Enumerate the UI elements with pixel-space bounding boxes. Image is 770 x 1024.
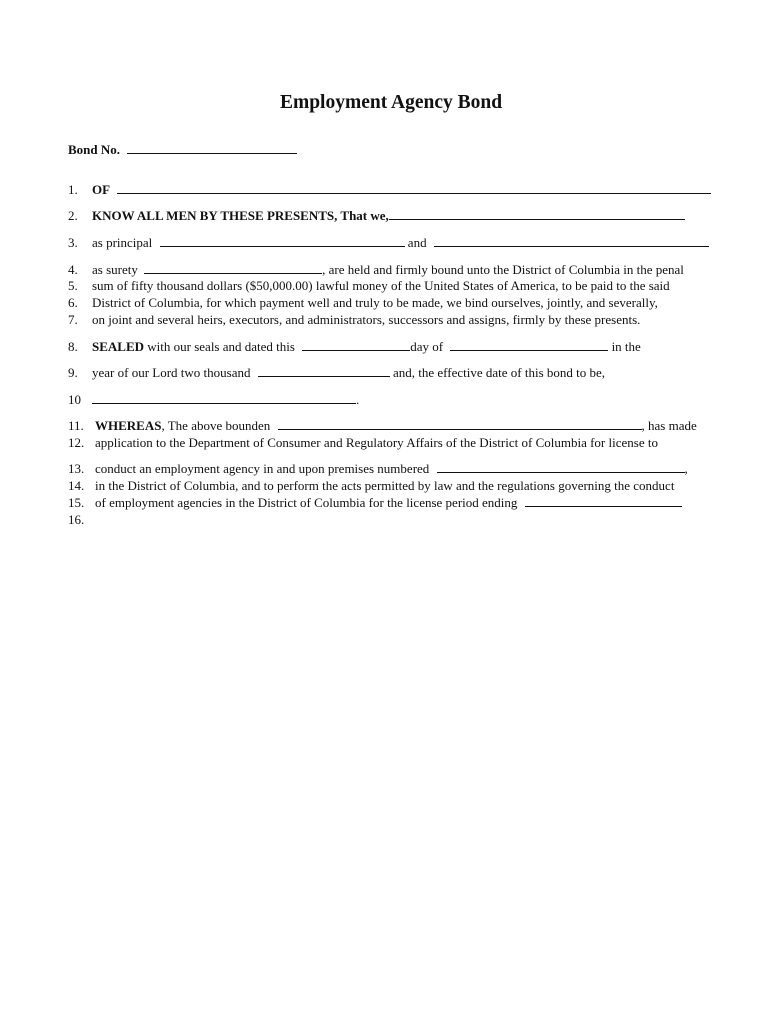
know-all-men-label: KNOW ALL MEN BY THESE PRESENTS, That we, [92, 208, 389, 223]
year-label: year of our Lord two thousand [92, 365, 251, 380]
line-12-text: application to the Department of Consumer and Regulatory Affairs of the District of Columbia for license to [95, 435, 658, 450]
line-10 [68, 392, 714, 407]
line-16 [68, 512, 714, 527]
line-11 [68, 418, 714, 433]
bounden-blank[interactable] [278, 418, 642, 430]
line-10-end: . [356, 392, 360, 407]
line-4-text: , are held and firmly bound unto the District of Columbia in the penal [322, 262, 684, 277]
dated-this-blank[interactable] [302, 339, 410, 351]
has-made-label: , has made [641, 418, 697, 433]
line-number: 12. [68, 435, 85, 450]
effective-date-label: and, the effective date of this bond to be, [393, 365, 606, 380]
surety-label: as surety [92, 262, 138, 277]
in-the-label: in the [611, 339, 641, 354]
line-14 [68, 478, 714, 493]
line-number: 6. [68, 295, 78, 310]
line-number: 3. [68, 235, 78, 250]
line-9 [68, 365, 714, 380]
premises-blank[interactable] [437, 461, 685, 473]
bounden-label: , The above bounden [161, 418, 271, 433]
bond-number-label: Bond No. [68, 142, 121, 157]
and-label: and [407, 235, 427, 250]
of-blank[interactable] [117, 182, 711, 194]
line-13-end: , [684, 461, 688, 476]
line-6-text: District of Columbia, for which payment well and truly to be made, we bind ourselves, jointly, and severally, [92, 295, 658, 310]
document-title: Employment Agency Bond [279, 92, 503, 113]
line-number: 5. [68, 278, 78, 293]
line-number: 13. [68, 461, 85, 476]
principal-label: as principal [92, 235, 153, 250]
line-number: 11. [68, 418, 84, 433]
line-8 [68, 339, 714, 354]
sealed-text: with our seals and dated this [144, 339, 295, 354]
license-period-blank[interactable] [525, 495, 682, 507]
line-15 [68, 495, 714, 510]
line-number: 8. [68, 339, 78, 354]
of-label: OF [92, 182, 111, 197]
surety-blank[interactable] [144, 262, 322, 274]
day-of-label: day of [410, 339, 444, 354]
line-number: 15. [68, 495, 85, 510]
line-number: 9. [68, 365, 78, 380]
line-14-text: in the District of Columbia, and to perform the acts permitted by law and the regulations governing the conduct [95, 478, 675, 493]
line-number: 10 [68, 392, 81, 407]
license-period-label: of employment agencies in the District of Columbia for the license period ending [95, 495, 518, 510]
whereas-label: WHEREAS [95, 418, 162, 433]
year-blank[interactable] [258, 365, 390, 377]
line-number: 16. [68, 512, 85, 527]
bond-number-line [68, 142, 297, 158]
line-number: 1. [68, 182, 78, 197]
line-13 [68, 461, 714, 476]
line-5-text: sum of fifty thousand dollars ($50,000.00) lawful money of the United States of America, to be paid to the said [92, 278, 670, 293]
premises-label: conduct an employment agency in and upon premises numbered [95, 461, 430, 476]
line-2 [68, 208, 714, 223]
line-1 [68, 182, 714, 197]
principal-blank[interactable] [160, 235, 405, 247]
line-3 [68, 235, 714, 250]
day-of-blank[interactable] [450, 339, 608, 351]
line-6 [68, 295, 714, 310]
line-12 [68, 435, 714, 450]
line-5 [68, 278, 714, 293]
parties-blank[interactable] [389, 208, 685, 220]
line-4 [68, 262, 714, 277]
line-7-text: on joint and several heirs, executors, and administrators, successors and assigns, firmly by these presents. [92, 312, 641, 327]
effective-date-blank[interactable] [92, 392, 356, 404]
principal-2-blank[interactable] [434, 235, 709, 247]
line-number: 2. [68, 208, 78, 223]
bond-number-blank[interactable] [127, 142, 297, 154]
line-number: 7. [68, 312, 78, 327]
line-7 [68, 312, 714, 327]
line-number: 4. [68, 262, 78, 277]
line-number: 14. [68, 478, 85, 493]
sealed-label: SEALED [92, 339, 145, 354]
